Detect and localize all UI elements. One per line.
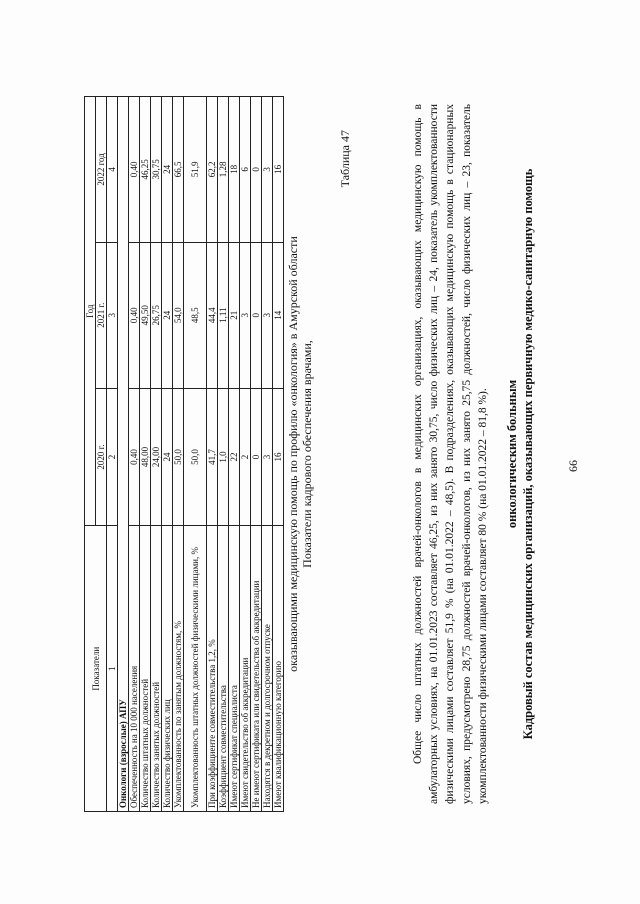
value-2022: 3 [262, 97, 273, 243]
table-row [240, 97, 251, 812]
header-year-2020: 2020 г. [96, 388, 107, 526]
col-number-3: 3 [107, 242, 118, 388]
page-number: 66 [566, 460, 580, 472]
value-2022: 62,2 [207, 97, 218, 243]
value-2022: 46,25 [140, 97, 151, 243]
value-2021: 48,5 [184, 242, 207, 388]
value-2021: 3 [240, 242, 251, 388]
value-2021: 0 [251, 242, 262, 388]
value-2021: 1,11 [218, 242, 229, 388]
value-2022: 24 [162, 97, 173, 243]
value-2020: 48,00 [140, 388, 151, 526]
row-label: Имеют квалификационную категорию [273, 526, 284, 812]
value-2020: 1,0 [218, 388, 229, 526]
table-row [151, 97, 162, 812]
value-2021: 44,4 [207, 242, 218, 388]
table-row [229, 97, 240, 812]
value-2020: 24,00 [151, 388, 162, 526]
value-2022: 51,9 [184, 97, 207, 243]
value-2020: 0 [251, 388, 262, 526]
table-row [251, 97, 262, 812]
table-row [129, 97, 140, 812]
value-2022: 0 [251, 97, 262, 243]
value-2020: 50,0 [173, 388, 184, 526]
row-label: Количество физических лиц [162, 526, 173, 812]
value-2021: 3 [262, 242, 273, 388]
header-year-2022: 2022 год [96, 97, 107, 243]
table-row [184, 97, 207, 812]
value-2022: 0,40 [129, 97, 140, 243]
value-2021: 26,75 [151, 242, 162, 388]
value-2021: 0,40 [129, 242, 140, 388]
table-row [262, 97, 273, 812]
section-row: Онкологи (взрослые) АПУ [118, 97, 129, 812]
col-number-2: 2 [107, 388, 118, 526]
body-paragraph: Общее число штатных должностей врачей-онкологов в медицинских организациях, оказывающих медицинскую помощь в амбулаторных условиях, на 01.01.2023 составляет 46,25, из них занято 30,75, число физических лиц – 24, показатель укомплектованности физическими лицами составляет 51,9 % (на 01.01.2022 – 48,5). В подразделениях, оказывающих медицинскую помощь в стационарных условиях, предусмотрено 28,75 должностей врачей-онкологов, из них занято 25,75 должностей, число физических лиц – 23, показатель укомплектованности физическими лицами составляет 80 % (на 01.01.2022 – 81,8 %). [412, 104, 489, 804]
table-row [162, 97, 173, 812]
value-2020: 16 [273, 388, 284, 526]
table-number: Таблица 47 [338, 130, 352, 188]
col-number-1: 1 [107, 526, 118, 812]
header-indicator: Показатели [85, 526, 107, 812]
table-row [218, 97, 229, 812]
value-2020: 41,7 [207, 388, 218, 526]
row-label: Количество штатных должностей [140, 526, 151, 812]
value-2020: 24 [162, 388, 173, 526]
section-heading-line2: онкологическим больным [505, 379, 519, 529]
table-row [140, 97, 151, 812]
value-2020: 3 [262, 388, 273, 526]
row-label: Не имеют сертификата или свидетельства об аккредитации [251, 526, 262, 812]
row-label: При коэффициенте совместительства 1,2, % [207, 526, 218, 812]
header-year-2021: 2021 г. [96, 242, 107, 388]
value-2022: 1,28 [218, 97, 229, 243]
row-label: Находятся в декретном и долгосрочном отпуске [262, 526, 273, 812]
value-2022: 30,75 [151, 97, 162, 243]
value-2020: 2 [240, 388, 251, 526]
value-2020: 50,0 [184, 388, 207, 526]
row-label: Количество занятых должностей [151, 526, 162, 812]
table-caption-line1: Показатели кадрового обеспечения врачами, [300, 340, 314, 568]
value-2021: 49,50 [140, 242, 151, 388]
table-row [207, 97, 218, 812]
col-number-4: 4 [107, 97, 118, 243]
table-caption-line2: оказывающими медицинскую помощь по профилю «онкология» в Амурской области [286, 236, 300, 672]
row-label: Обеспеченность на 10 000 населения [129, 526, 140, 812]
value-2020: 22 [229, 388, 240, 526]
table-row [173, 97, 184, 812]
table-row [273, 97, 284, 812]
section-heading-line1: Кадровый состав медицинских организаций, оказывающих первичную медико-санитарную помощь [521, 168, 535, 740]
value-2022: 66,5 [173, 97, 184, 243]
row-label: Коэффициент совместительства [218, 526, 229, 812]
value-2021: 54,0 [173, 242, 184, 388]
row-label: Укомплектованность по занятым должностям, % [173, 526, 184, 812]
value-2021: 21 [229, 242, 240, 388]
value-2022: 16 [273, 97, 284, 243]
staffing-table [84, 96, 284, 812]
header-year-group: Год [85, 97, 96, 526]
row-label: Имеют свидетельство об аккредитации [240, 526, 251, 812]
value-2021: 14 [273, 242, 284, 388]
row-label: Укомплектованность штатных должностей физическими лицами, % [184, 526, 207, 812]
value-2020: 0,40 [129, 388, 140, 526]
row-label: Имеют сертификат специалиста [229, 526, 240, 812]
value-2021: 24 [162, 242, 173, 388]
value-2022: 18 [229, 97, 240, 243]
value-2022: 6 [240, 97, 251, 243]
